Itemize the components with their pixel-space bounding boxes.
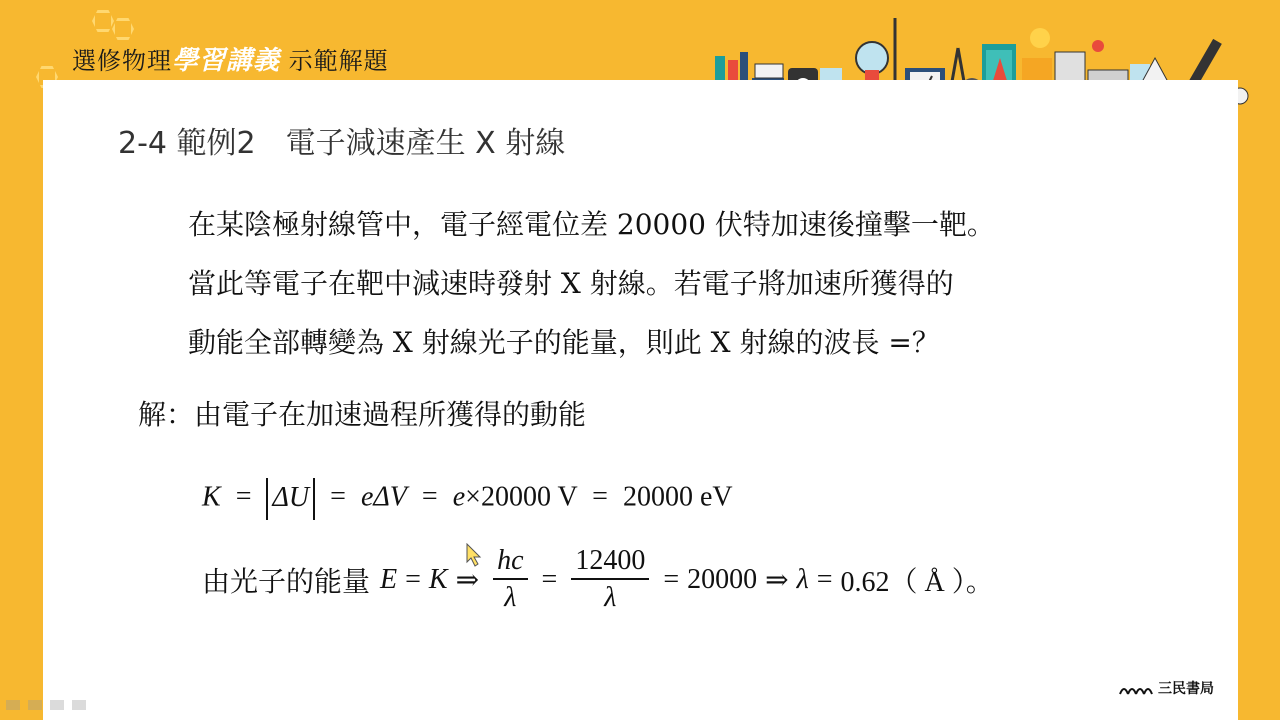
menu-icon[interactable] [50, 700, 64, 710]
problem-line: 動能全部轉變為 X 射線光子的能量，則此 X 射線的波長 =？ [188, 326, 940, 359]
problem-line: 當此等電子在靶中減速時發射 X 射線。若電子將加速所獲得的 [188, 267, 954, 300]
eq-symbol: E [380, 564, 398, 595]
eq-symbol: e [452, 481, 466, 513]
fraction-numerator: 12400 [571, 544, 649, 580]
eq-operator: = [816, 564, 833, 595]
eq-symbol: λ [796, 564, 809, 595]
solution-label: 解：由電子在加速過程所獲得的動能 [138, 398, 587, 431]
lesson-title: 2-4 範例2 電子減速產生 X 射線 [118, 126, 566, 161]
eq-symbol: ΔV [373, 481, 407, 513]
eq-operator: = [405, 564, 421, 595]
eq-operator: × [465, 481, 481, 513]
eq-operator: = [330, 481, 346, 513]
header-title-main: 選修物理 [72, 47, 172, 75]
eq-answer: 0.62（ Å ）。 [840, 567, 994, 598]
eq-symbol: ΔU [272, 482, 310, 513]
publisher-logo [1118, 678, 1214, 698]
fraction-denominator: λ [604, 582, 617, 613]
eq-symbol: K [428, 564, 448, 595]
prev-slide-icon[interactable] [6, 700, 20, 710]
pen-tool-icon[interactable] [28, 700, 42, 710]
eq-abs-delta-u [266, 478, 315, 520]
hexagon-decoration [92, 10, 114, 32]
eq-operator: = [592, 481, 608, 513]
eq-symbol: K [202, 481, 221, 513]
problem-line: 在某陰極射線管中，電子經電位差 20000 伏特加速後撞擊一靶。 [188, 208, 995, 241]
publisher-name: 三民書局 [1158, 681, 1214, 697]
eq-operator: = [663, 564, 680, 595]
fraction-12400-lambda [571, 544, 649, 616]
header-title-accent: 學習講義 [172, 46, 281, 76]
eq-operator: ⇒ [765, 565, 789, 596]
eq-operator: = [235, 481, 252, 513]
eq-lead-text: 由光子的能量 [202, 565, 371, 598]
fraction-denominator: λ [504, 582, 517, 613]
header-title [72, 40, 389, 77]
photon-energy-equation [202, 540, 994, 620]
header-title-sub: 示範解題 [288, 47, 389, 75]
problem-statement [188, 195, 1088, 372]
kinetic-energy-equation [202, 478, 733, 520]
eq-operator: ⇒ [455, 565, 480, 596]
eq-value: 20000 [687, 564, 758, 595]
slide-controls [6, 700, 86, 710]
fraction-numerator: hc [493, 544, 527, 580]
eq-symbol: e [360, 481, 374, 513]
eq-result: 20000 eV [622, 481, 733, 513]
fraction-hc-lambda [493, 544, 527, 616]
publisher-arch-icon [1118, 681, 1154, 695]
eq-operator: = [421, 481, 438, 513]
eq-value: 20000 V [480, 481, 578, 513]
next-slide-icon[interactable] [72, 700, 86, 710]
eq-operator: = [541, 564, 558, 595]
hexagon-decoration [112, 18, 134, 40]
mouse-cursor-icon [466, 543, 482, 567]
